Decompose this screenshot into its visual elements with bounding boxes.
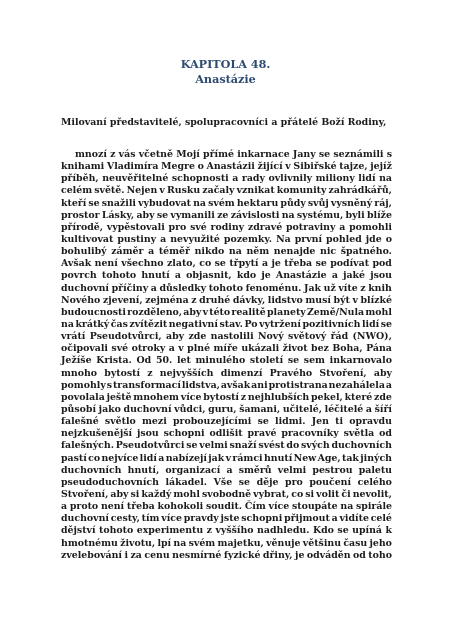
paragraph-line: Avšak není všechno zlato, co se třpytí a je třeba se podívat pod (61, 258, 392, 270)
chapter-subtitle: Anastázie (195, 72, 256, 86)
paragraph-line: pseudoduchovních lákadel. Vše se děje pro poučení celého (61, 476, 392, 488)
paragraph-line: očipovali své otroky a v plné míře ukázali život bez Boha, Pána (61, 343, 392, 355)
paragraph-line: přírodě, vypěstovali pro své rodiny zdravé potraviny a pomohli (61, 221, 392, 233)
paragraph-line: Stvoření, aby si každý mohl svobodně vybrat, co si volit či nevolit, (61, 488, 392, 500)
paragraph-line: knihami Vladimíra Megre o Anastázii žijící v Sibiřské tajze, jejíž (61, 161, 392, 173)
paragraph-line: dějství tohoto experimentu z vyššího nadhledu. Kdo se upíná k (61, 525, 392, 537)
paragraph-line: povrch tohoto hnutí a objasnit, kdo je Anastázie a jaké jsou (61, 270, 392, 282)
paragraph-line: duchovní příčiny a důsledky tohoto fenoménu. Jak už víte z knih (61, 282, 392, 294)
paragraph-line: hmotnému životu, lpí na svém majetku, věnuje většinu času jeho (61, 537, 392, 549)
chapter-heading (0, 57, 451, 87)
paragraph-line: kteří se snažili vybudovat na svém hektaru půdy svůj vysněný ráj, (61, 197, 392, 209)
paragraph-line: Ježíše Krista. Od 50. let minulého století se sem inkarnovalo (61, 355, 392, 367)
paragraph-line: duchovních hnutí, organizací a směrů velmi pestrou paletu (61, 464, 392, 476)
paragraph-line: povolala ještě mnohem více bytostí z nejhlubších pekel, které zde (61, 391, 392, 403)
paragraph-line: celém světě. Nejen v Rusku začaly vznikat komunity zahrádkářů, (61, 185, 392, 197)
paragraph-line: vrátí Pseudotvůrci, aby zde nastolili Nový světový řád (NWO), (61, 331, 392, 343)
paragraph-line: bohulibý záměr a téměř nikdo na něm nenajde nic špatného. (61, 246, 392, 258)
salutation: Milovaní představitelé, spolupracovníci a přátelé Boží Rodiny, (61, 117, 387, 128)
paragraph-line: nejzkušenější jsou schopni odlišit pravé pracovníky světla od (61, 428, 392, 440)
paragraph-line: Nového zjevení, zejména z druhé dávky, lidstvo musí být v blízké (61, 294, 392, 306)
body-text (61, 149, 392, 562)
paragraph-line: kultivovat pustiny a nevyužité pozemky. Na první pohled jde o (61, 233, 392, 245)
paragraph-line: působí jako duchovní vůdci, guru, šamani, učitelé, léčitelé a šíří (61, 403, 392, 415)
paragraph-line: mnozí z vás včetně Mojí přímé inkarnace Jany se seznámili s (75, 149, 392, 160)
paragraph-line: prostor Lásky, aby se vymanili ze závislosti na systému, byli blíže (61, 209, 392, 221)
paragraph-line: falešných. Pseudotvůrci se velmi snaží svést do svých duchovních (61, 440, 392, 452)
paragraph-line: zvelebování i za cenu nesmírné fyzické dřiny, je odváděn od toho (61, 549, 392, 561)
paragraph-line: pastí co nejvíce lidí a nabízejí jak v rámci hnutí New Age, tak jiných (61, 452, 392, 464)
paragraph-line: a proto není třeba kohokoli soudit. Čím více stoupáte na spirále (61, 501, 392, 513)
paragraph-line: pomohly s transformací lidstva, avšak ani protistrana nezahálela a (61, 379, 392, 391)
paragraph-line: na krátký čas zvítězit negativní stav. Po vytržení pozitivních lidí se (61, 318, 392, 330)
paragraph-line: budoucnosti rozděleno, aby v této realitě planety Země/Nula mohl (61, 306, 392, 318)
paragraph-line: příběh, neuvěřitelné schopnosti a rady ovlivnily miliony lidí na (61, 173, 392, 185)
paragraph-line: falešné světlo mezi probouzejícími se lidmi. Jen ti opravdu (61, 416, 392, 428)
chapter-title: KAPITOLA 48. (180, 57, 271, 71)
paragraph-line: duchovní cesty, tím více pravdy jste schopni přijmout a vidíte celé (61, 513, 392, 525)
paragraph-line: mnoho bytostí z nejvyšších dimenzí Pravého Stvoření, aby (61, 367, 392, 379)
